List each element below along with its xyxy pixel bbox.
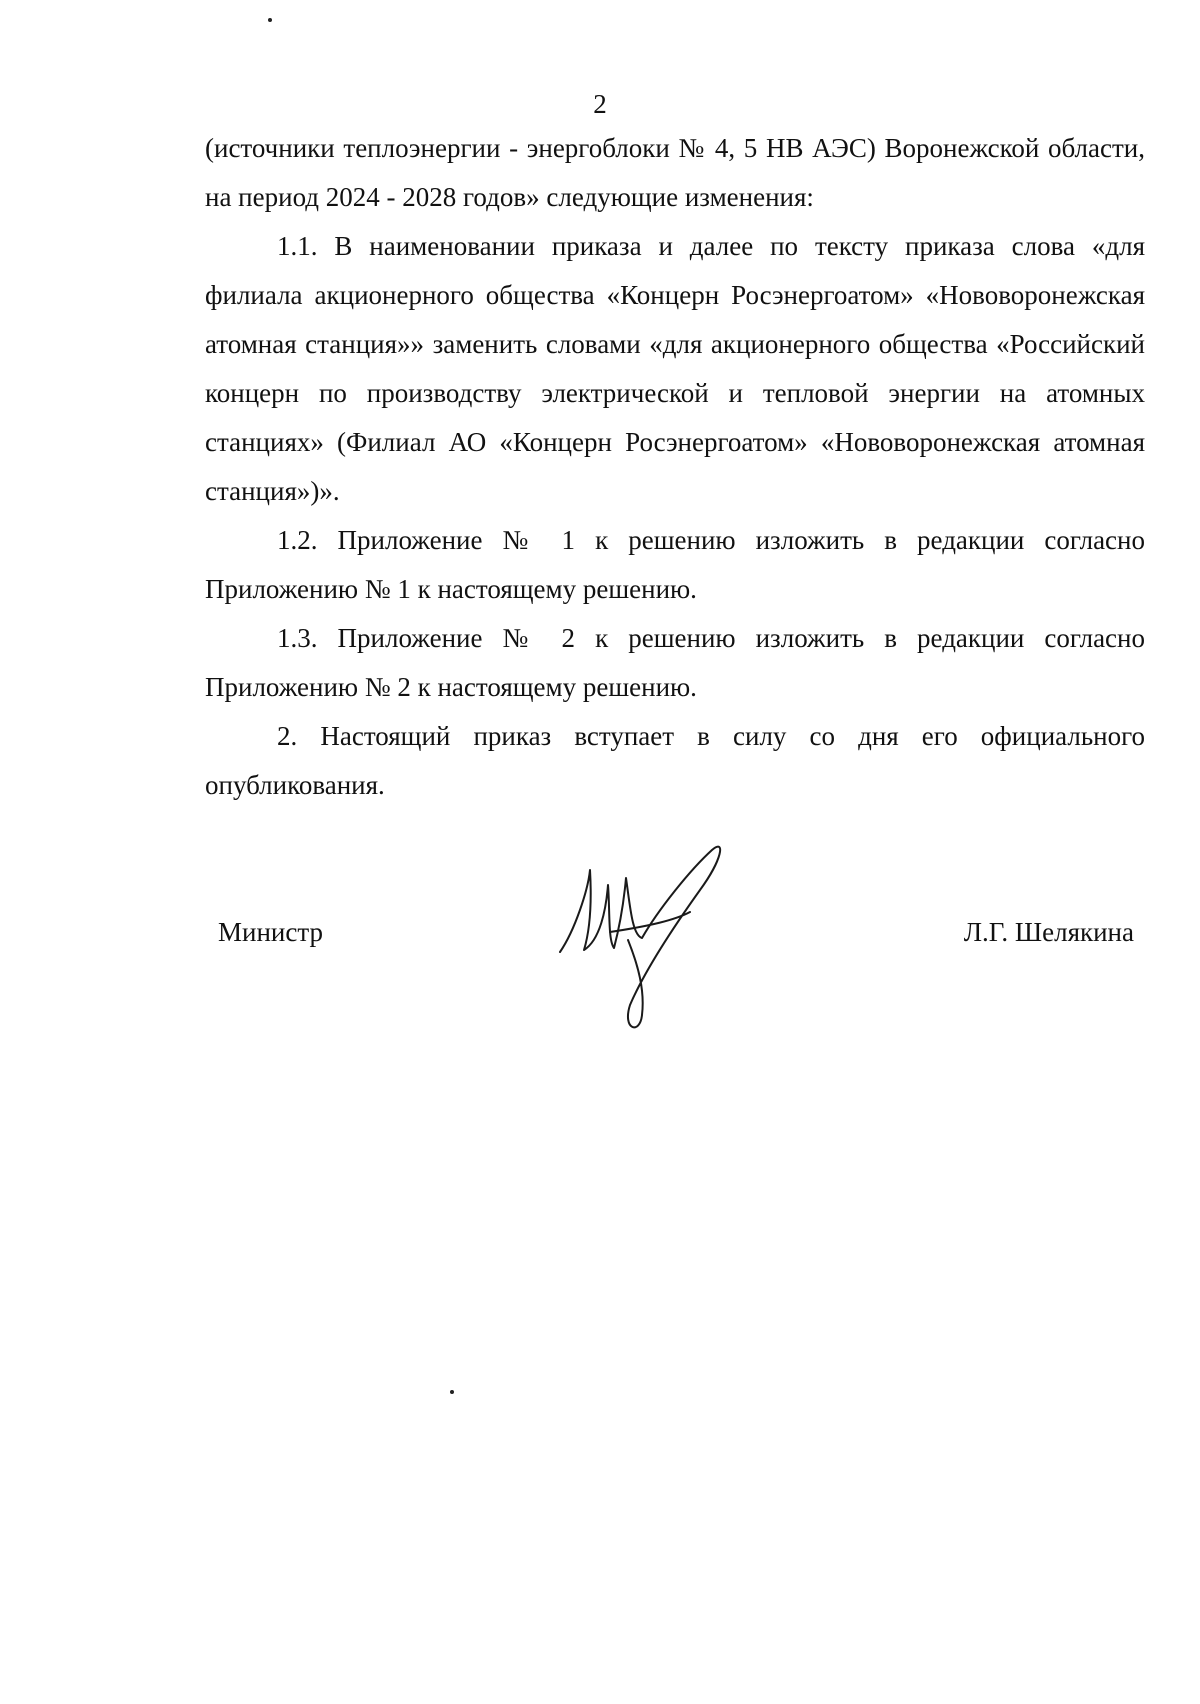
scan-speck [268, 18, 272, 22]
handwritten-signature [550, 830, 750, 1030]
page-number: 2 [593, 89, 607, 119]
paragraph-2: 2. Настоящий приказ вступает в силу со дня его официального опубликования. [205, 721, 1145, 800]
scan-speck [450, 1390, 454, 1394]
paragraph-1-2: 1.2. Приложение № 1 к решению изложить в редакции согласно Приложению № 1 к настоящему решению. [205, 525, 1145, 604]
signatory-name: Л.Г. Шелякина [963, 917, 1134, 947]
signatory-title: Министр [218, 917, 323, 947]
document-body [205, 124, 1145, 810]
paragraph-1-1: 1.1. В наименовании приказа и далее по тексту приказа слова «для филиала акционерного общества «Концерн Росэнергоатом» «Нововоронежская атомная станция»» заменить словами «для акционерного общества «Российский концерн по производству электрической и тепловой энергии на атомных станциях» (Филиал АО «Концерн Росэнергоатом» «Нововоронежская атомная станция»)». [205, 231, 1145, 506]
paragraph-1-3: 1.3. Приложение № 2 к решению изложить в редакции согласно Приложению № 2 к настоящему решению. [205, 623, 1145, 702]
paragraph-continuation: (источники теплоэнергии - энергоблоки № 4, 5 НВ АЭС) Воронежской области, на период 2024 - 2028 годов» следующие изменения: [205, 133, 1145, 212]
